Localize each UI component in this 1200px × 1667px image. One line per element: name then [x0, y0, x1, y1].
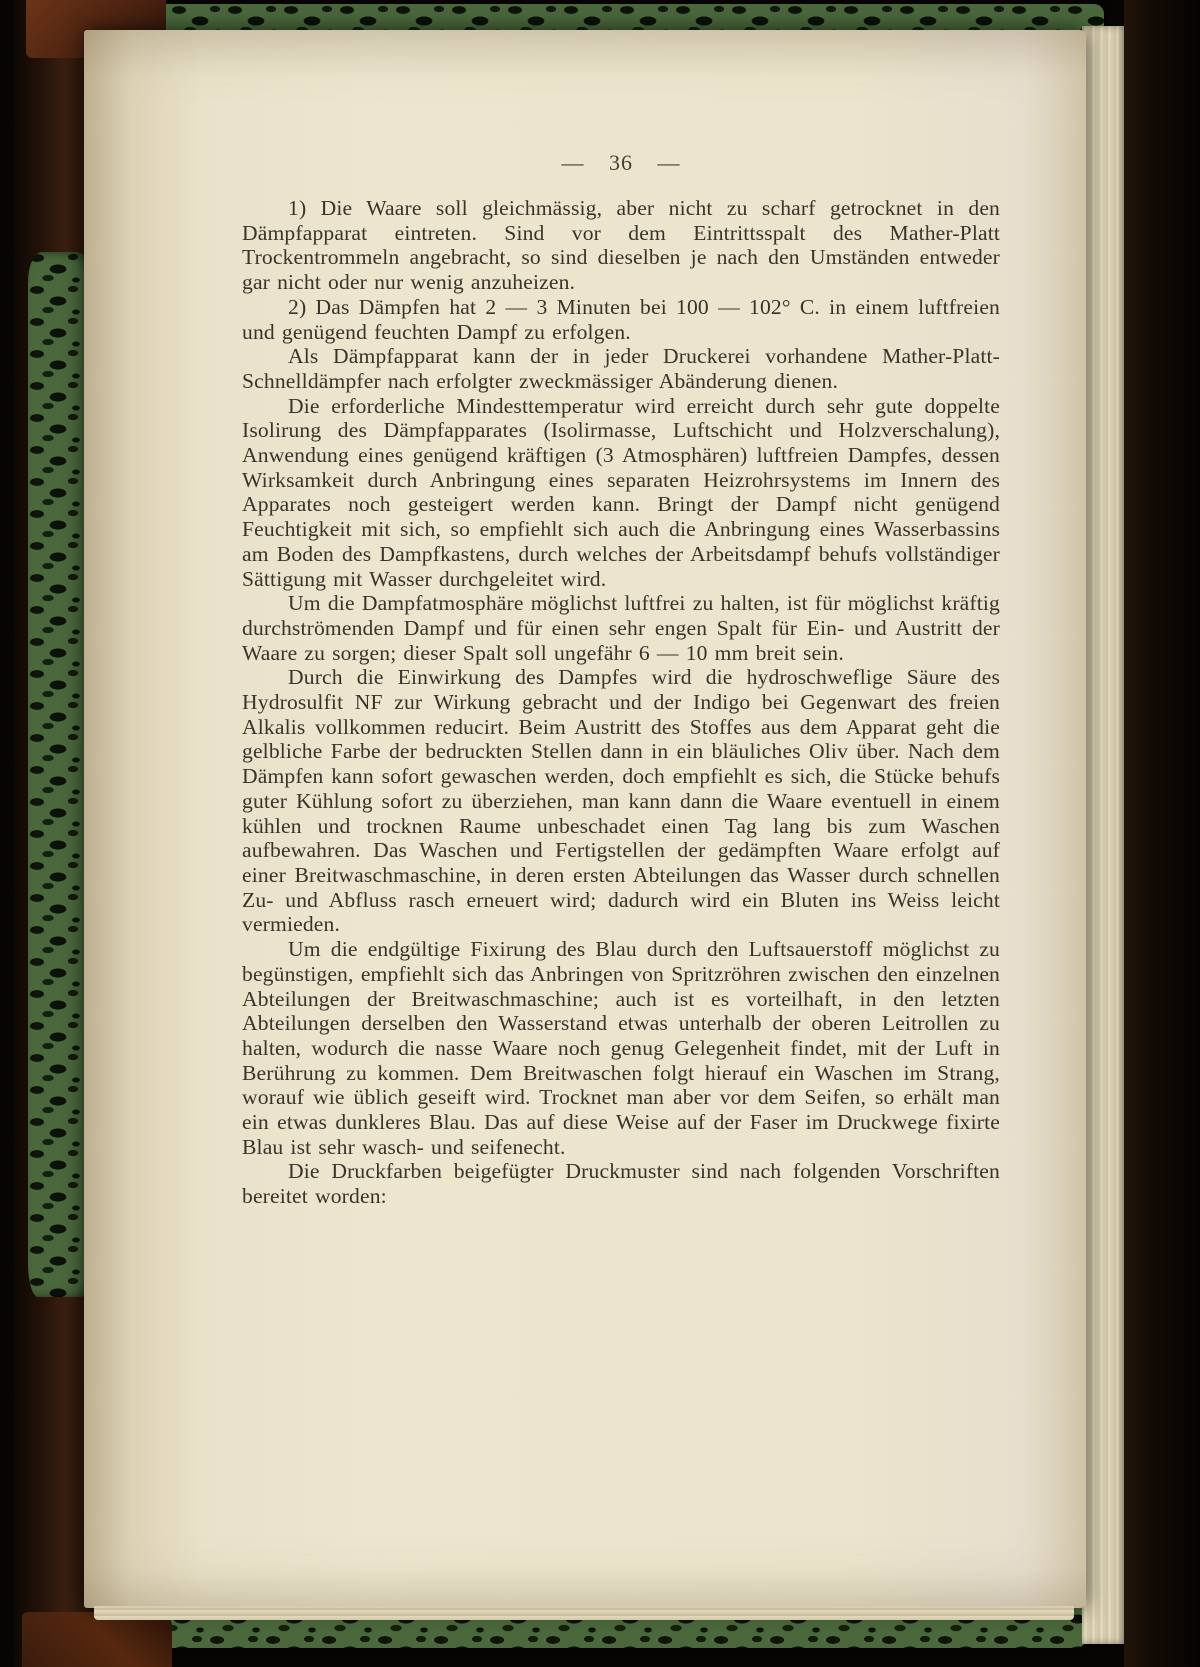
- paragraph-4: Die erforderliche Mindesttemperatur wird erreicht durch sehr gute doppelte Isolirung des Dämpfapparates (Isolirmasse, Luftschicht und Holzverschalung), Anwendung eines genügend kräftigen (3 Atmosphären) luftfreien Dampfes, dessen Wirksamkeit durch Anbringung eines separaten Heizrohrsystems im Innern des Apparates noch gesteigert werden kann. Bringt der Dampf nicht genügend Feuchtigkeit mit sich, so empfiehlt sich auch die Anbringung eines Wasserbassins am Boden des Dampfkastens, durch welches der Arbeitsdampf behufs vollständiger Sättigung mit Wasser durchgeleitet wird.: [242, 393, 1000, 591]
- paragraph-8: Die Druckfarben beigefügter Druckmuster sind nach folgenden Vorschriften bereitet worden:: [242, 1159, 1000, 1209]
- paragraph-2: 2) Das Dämpfen hat 2 — 3 Minuten bei 100 — 102° C. in einem luftfreien und genügend feuchten Dampf zu erfolgen.: [242, 294, 1000, 344]
- page-edges-stack: [1082, 26, 1126, 1644]
- page-bottom-edges: [94, 1606, 1074, 1620]
- book-cover-right: [1124, 0, 1200, 1667]
- paragraph-6: Durch die Einwirkung des Dampfes wird die hydroschweflige Säure des Hydrosulfit NF zur Wirkung gebracht und der Indigo bei Gegenwart des freien Alkalis vollkommen reducirt. Beim Austritt des Stoffes aus dem Apparat geht die gelbliche Farbe der bedruckten Stellen dann in ein bläuliches Oliv über. Nach dem Dämpfen kann sofort gewaschen werden, doch empfiehlt es sich, die Stücke behufs guter Kühlung sofort zu überziehen, man kann dann die Waare eventuell in einem kühlen und trocknen Raume unbeschadet einen Tag lang bis zum Waschen aufbewahren. Das Waschen und Fertigstellen der gedämpften Waare erfolgt auf einer Breitwaschmaschine, in deren ersten Abteilungen das Wasser durch schnellen Zu- und Abfluss rasch erneuert wird; dadurch wird ein Bluten ins Weiss leicht vermieden.: [242, 665, 1000, 937]
- paragraph-1: 1) Die Waare soll gleichmässig, aber nicht zu scharf getrocknet in den Dämpfapparat eintreten. Sind vor dem Eintrittsspalt des Mather-Platt Trockentrommeln angebracht, so sind dieselben je nach den Umständen entweder gar nicht oder nur wenig anzuheizen.: [242, 196, 1000, 295]
- paragraph-3: Als Dämpfapparat kann der in jeder Druckerei vorhandene Mather-Platt-Schnelldämpfer nach erfolgter zweckmässiger Abänderung dienen.: [242, 344, 1000, 393]
- page-number: — 36 —: [561, 150, 681, 175]
- book-page: [84, 30, 1086, 1608]
- leather-corner-bottom-left: [22, 1612, 172, 1667]
- paragraph-7: Um die endgültige Fixirung des Blau durch den Luftsauerstoff möglichst zu begünstigen, empfiehlt sich das Anbringen von Spritzröhren zwischen den einzelnen Abteilungen der Breitwaschmaschine; auch ist es vorteilhaft, in den letzten Abteilungen derselben den Wasserstand etwas unterhalb der oberen Leitrollen zu halten, wodurch die nasse Waare noch genug Gelegenheit findet, mit der Luft in Berührung zu kommen. Dem Breitwaschen folgt hierauf ein Waschen im Strang, worauf wie üblich geseift wird. Trocknet man aber vor dem Seifen, so erhält man ein etwas dunkleres Blau. Das auf diese Weise auf der Faser im Druckwege fixirte Blau ist sehr wasch- und seifenecht.: [242, 937, 1000, 1159]
- paragraph-5: Um die Dampfatmosphäre möglichst luftfrei zu halten, ist für möglichst kräftig durchströmenden Dampf und für einen sehr engen Spalt für Ein- und Austritt der Waare zu sorgen; dieser Spalt soll ungefähr 6 — 10 mm breit sein.: [242, 591, 1000, 665]
- page-text-block: [242, 196, 1000, 1209]
